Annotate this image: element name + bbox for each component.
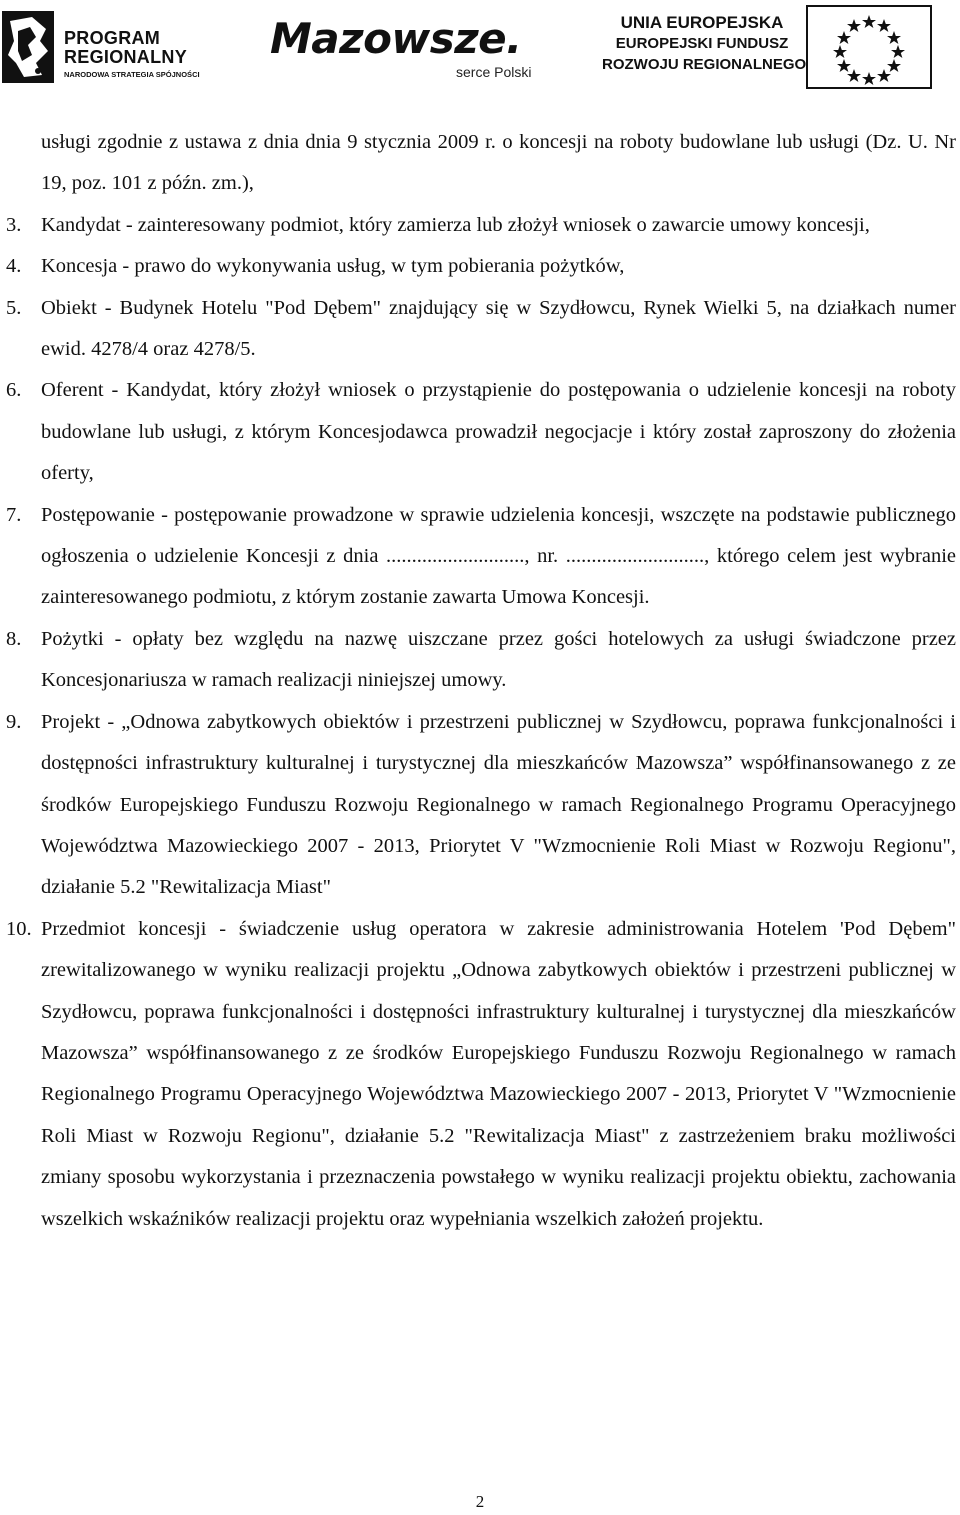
eu-logo-line3: ROZWOJU REGIONALNEGO xyxy=(602,56,807,73)
eu-logo-line1: UNIA EUROPEJSKA xyxy=(620,13,784,32)
list-item xyxy=(6,246,956,287)
list-item-number: 3. xyxy=(6,213,22,236)
list-item xyxy=(6,619,956,702)
list-item-text: Przedmiot koncesji - świadczenie usług operatora w zakresie administrowania Hotelem 'Pod Dębem" zrewitalizowanego w wyniku realizacji projektu „Odnowa zabytkowych obiektów i przestrzeni publicznej w Szydłowcu, poprawa funkcjonalności i dostępności infrastruktury kulturalnej i turystycznej dla mieszkańców Mazowsza” współfinansowanego z ze środków Europejskiego Funduszu Rozwoju Regionalnego w ramach Regionalnego Programu Operacyjnego Województwa Mazowieckiego 2007 - 2013, Priorytet V "Wzmocnienie Roli Miast w Rozwoju Regionu", działanie 5.2 "Rewitalizacja Miast" z zastrzeżeniem braku możliwości zmiany sposobu wykorzystania i przeznaczenia powstałego w wyniku realizacji projektu obiektu, zachowania wszelkich wskaźników realizacji projektu oraz wypełniania wszelkich założeń projektu. xyxy=(41,917,956,1230)
program-logo-line2: REGIONALNY xyxy=(64,47,188,67)
list-item-number: 4. xyxy=(6,255,22,278)
intro-paragraph: usługi zgodnie z ustawa z dnia dnia 9 stycznia 2009 r. o koncesji na roboty budowlane lub usługi (Dz. U. Nr 19, poz. 101 z późn. zm.), xyxy=(41,131,956,195)
program-regionalny-emblem-icon xyxy=(2,11,54,83)
page-number: 2 xyxy=(475,1492,485,1511)
list-item-number: 6. xyxy=(6,379,22,402)
mazowsze-wordmark: Mazowsze. xyxy=(270,14,522,63)
list-item-text: Obiekt - Budynek Hotelu "Pod Dębem" znajdujący się w Szydłowcu, Rynek Wielki 5, na działkach numer ewid. 4278/4 oraz 4278/5. xyxy=(41,296,956,361)
list-item-number: 9. xyxy=(6,710,22,733)
document-body xyxy=(6,122,956,1240)
list-item xyxy=(6,205,956,246)
program-logo-line3: NARODOWA STRATEGIA SPÓJNOŚCI xyxy=(64,70,200,79)
list-item-text: Oferent - Kandydat, który złożył wniosek o przystąpienie do postępowania o udzielenie koncesji na roboty budowlane lub usługi, z którym Koncesjodawca prowadził negocjacje i który został zaproszony do złożenia oferty, xyxy=(41,379,956,485)
list-item xyxy=(6,909,956,1240)
list-item-text: Projekt - „Odnowa zabytkowych obiektów i przestrzeni publicznej w Szydłowcu, poprawa funkcjonalności i dostępności infrastruktury kulturalnej i turystycznej dla mieszkańców Mazowsza” współfinansowanego z ze środków Europejskiego Funduszu Rozwoju Regionalnego w ramach Regionalnego Programu Operacyjnego Województwa Mazowieckiego 2007 - 2013, Priorytet V "Wzmocnienie Roli Miast w Rozwoju Regionu", działanie 5.2 "Rewitalizacja Miast" xyxy=(41,710,956,899)
list-item-text: Kandydat - zainteresowany podmiot, który zamierza lub złożył wniosek o zawarcie umowy koncesji, xyxy=(41,213,870,236)
list-item xyxy=(6,702,956,909)
list-item-number: 10. xyxy=(6,917,32,940)
list-item-text: Koncesja - prawo do wykonywania usług, w tym pobierania pożytków, xyxy=(41,255,625,278)
program-logo-line1: PROGRAM xyxy=(64,28,161,48)
list-item-number: 8. xyxy=(6,627,22,650)
mazowsze-logo xyxy=(270,14,560,88)
list-item xyxy=(6,495,956,619)
eu-logo-text xyxy=(602,12,807,75)
list-item-text: Pożytki - opłaty bez względu na nazwę uiszczane przez gości hotelowych za usługi świadczone przez Koncesjonariusza w ramach realizacji niniejszej umowy. xyxy=(41,627,956,692)
eu-logo-line2: EUROPEJSKI FUNDUSZ xyxy=(615,35,789,52)
eu-flag-icon xyxy=(806,5,932,89)
program-regionalny-logo xyxy=(0,5,225,85)
list-item-text: Postępowanie - postępowanie prowadzone w sprawie udzielenia koncesji, wszczęte na podstawie publicznego ogłoszenia o udzielenie Koncesji z dnia ..........................., nr. ..........................., którego celem jest wybranie zainteresowanego podmiotu, z którym zostanie zawarta Umowa Koncesji. xyxy=(41,503,956,609)
mazowsze-tagline: serce Polski xyxy=(456,64,532,80)
page-header xyxy=(0,0,960,92)
list-item-number: 7. xyxy=(6,503,22,526)
list-item xyxy=(6,288,956,371)
list-item xyxy=(6,370,956,494)
list-item-number: 5. xyxy=(6,296,22,319)
